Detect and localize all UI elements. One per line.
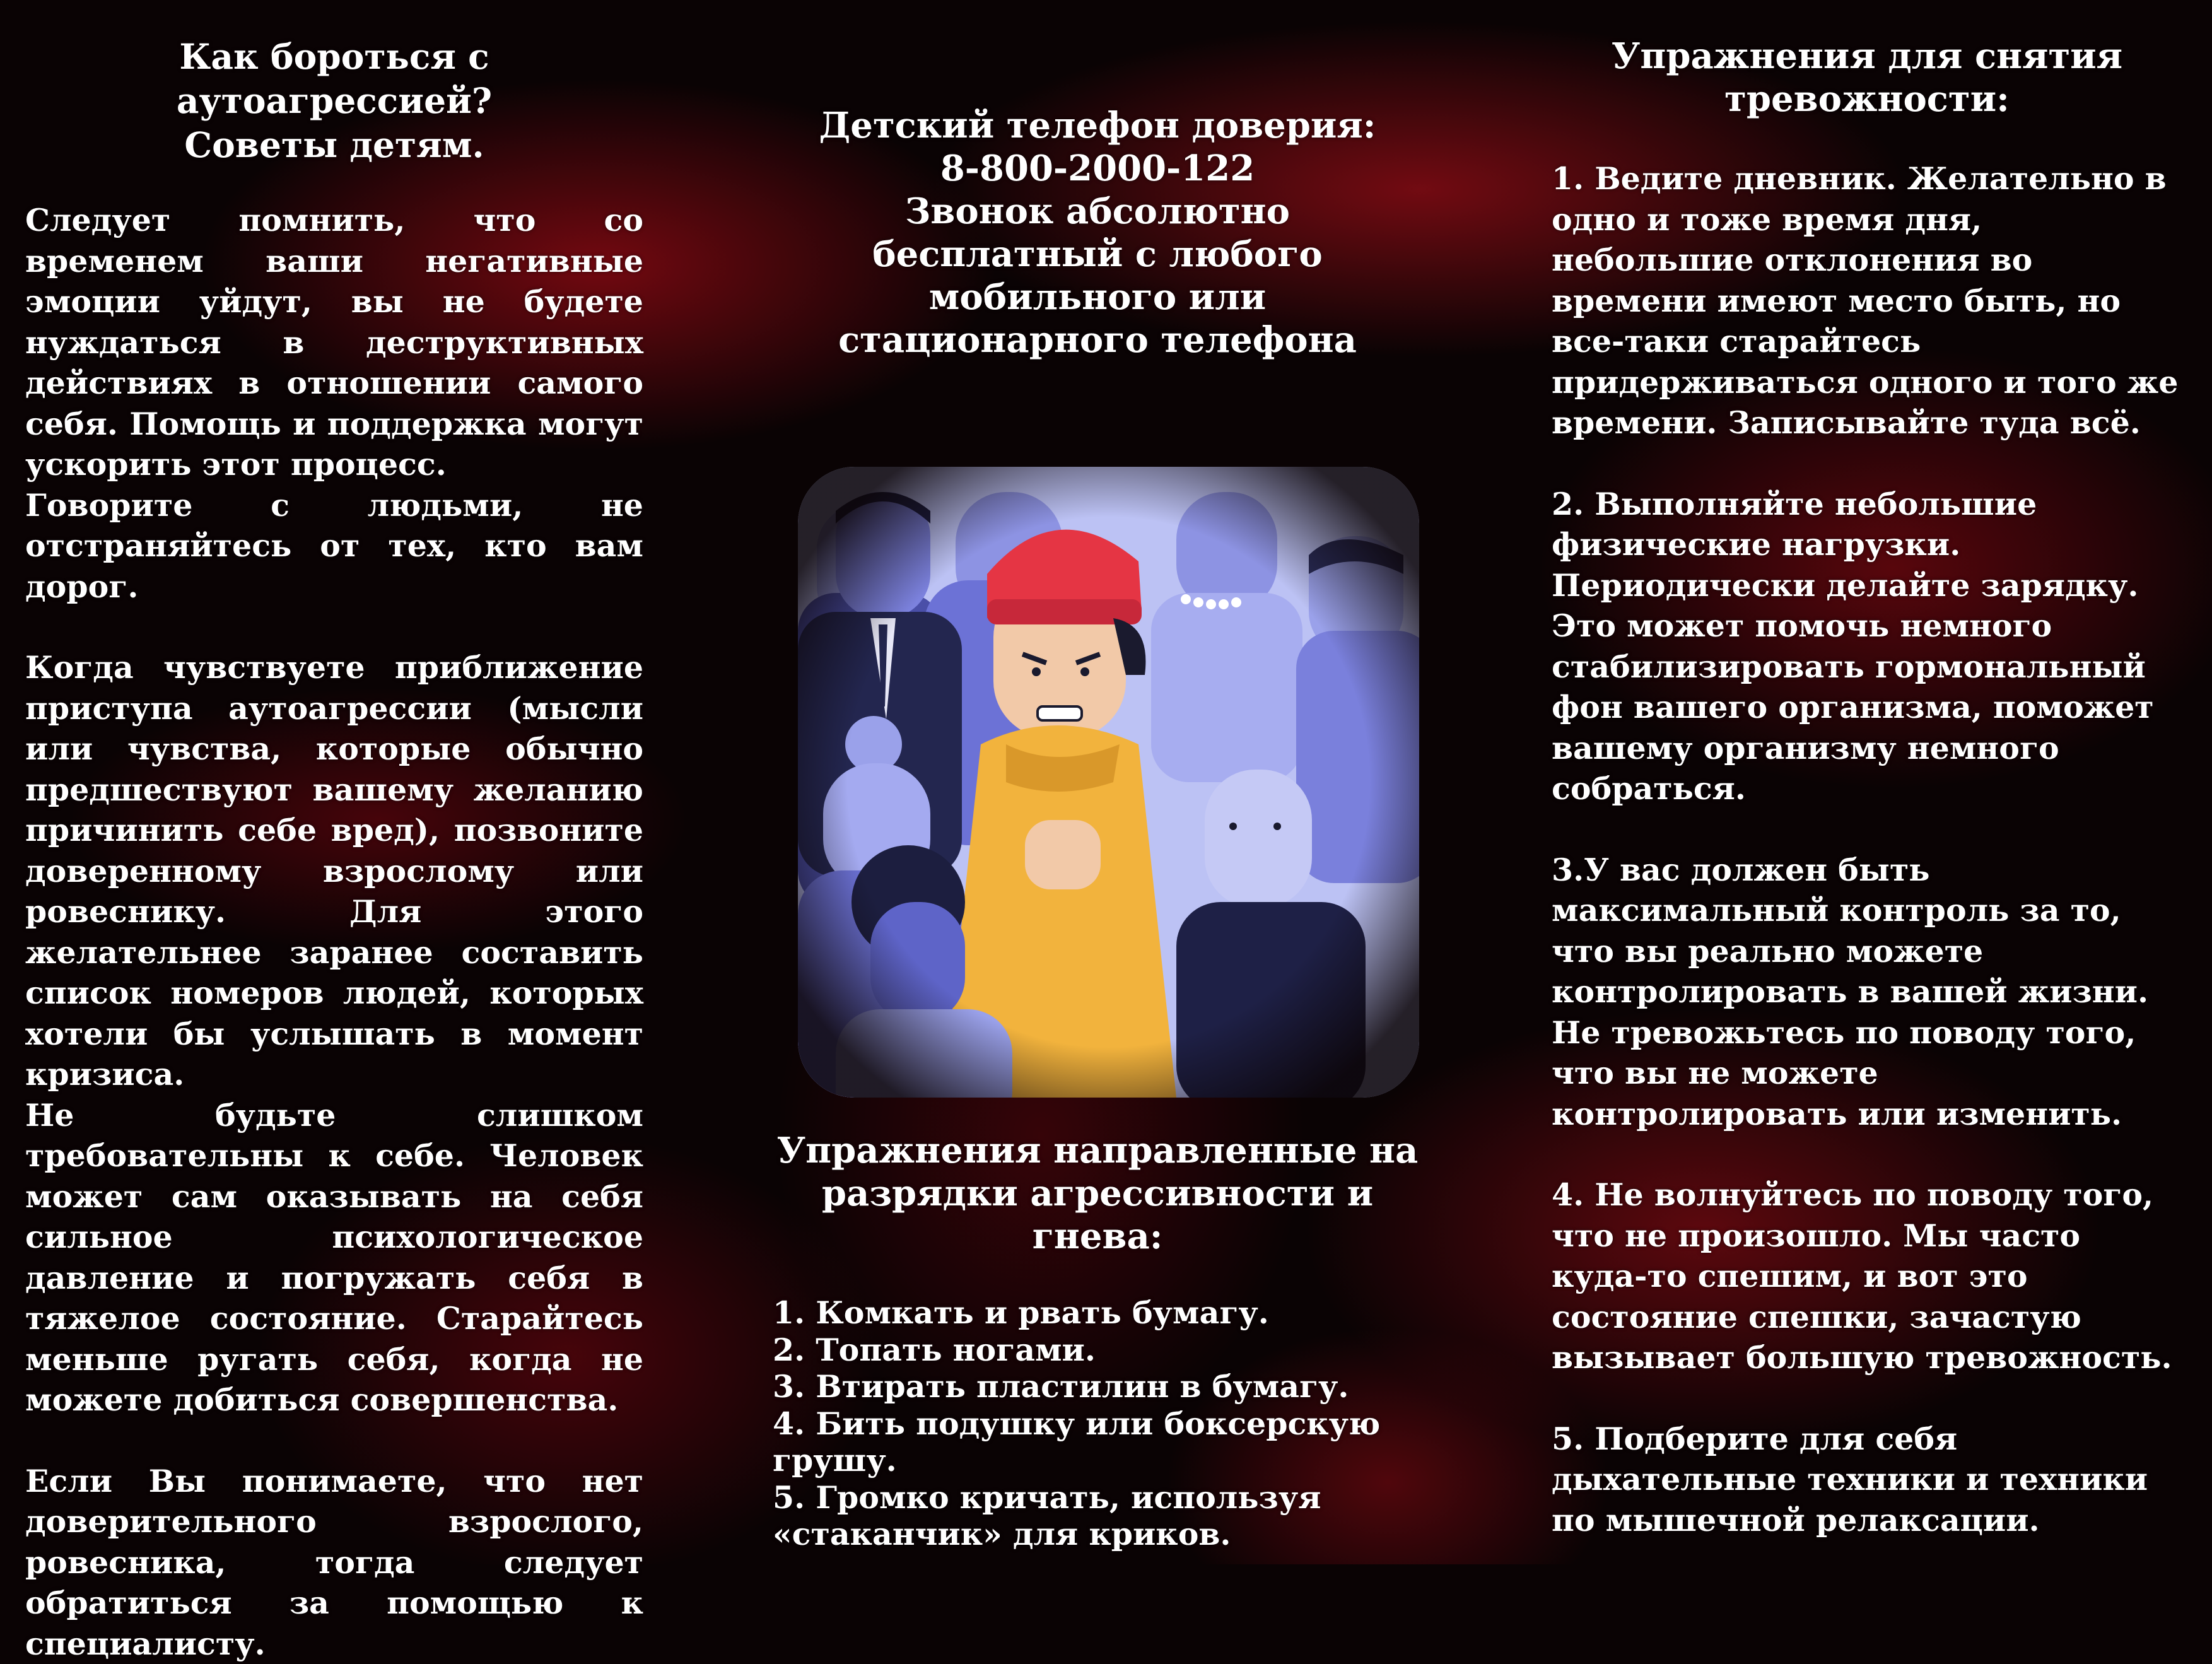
hotline-line6: стационарного телефона [838,319,1357,361]
left-paragraph-5: Если Вы понимаете, что нет доверительного взрослого, ровесника, тогда следует обратиться за помощью к специалисту. [25,1461,643,1664]
anger-exercises-list [773,1294,1422,1553]
hotline-line3: Звонок абсолютно [905,190,1290,232]
hotline-block [773,104,1422,361]
anger-exercises-block [773,1129,1422,1553]
left-paragraph-1: Следует помнить, что со временем ваши негативные эмоции уйдут, вы не будете нуждаться в деструктивных действиях в отношении самого себя. Помощь и поддержка могут ускорить этот процесс. [25,200,643,485]
anger-exercise-item: 4. Бить подушку или боксерскую грушу. [773,1405,1422,1479]
hotline-line5: мобильного или [929,276,1266,318]
anger-exercise-item: 1. Комкать и рвать бумагу. [773,1294,1422,1332]
left-paragraph-3: Когда чувствуете приближение приступа аутоагрессии (мысли или чувства, которые обычно предшествуют вашему желанию причинить себе вред), позвоните доверенному взрослому или ровеснику. Для этого желательнее заранее составить список номеров людей, которых хотели бы услышать в момент кризиса. [25,647,643,1095]
right-title [1552,35,2182,120]
right-title-line1: Упражнения для снятия [1612,35,2122,77]
anxiety-item-1: 1. Ведите дневник. Желательно в одно и тоже время дня, небольшие отклонения во времени имеют место быть, но все-таки старайтесь придерживаться одного и того же времени. Записывайте туда всё. [1552,158,2182,443]
anxiety-item-4: 4. Не волнуйтесь по поводу того, что не произошло. Мы часто куда-то спешим, и вот это состояние спешки, зачастую вызывает большую тревожность. [1552,1175,2182,1378]
left-paragraph-4: Не будьте слишком требовательны к себе. Человек может сам оказывать на себя сильное психологическое давление и погружать себя в тяжелое состояние. Старайтесь меньше ругать себя, когда не можете добиться совершенства. [25,1095,643,1421]
anxiety-item-3: 3.У вас должен быть максимальный контроль за то, что вы реально можете контролировать в вашей жизни. Не тревожьтесь по поводу того, что вы не можете контролировать или изменить. [1552,850,2182,1135]
right-title-line2: тревожности: [1724,78,2010,120]
hotline-number: 8-800-2000-122 [940,148,1255,189]
anger-exercises-title-line2: разрядки агрессивности и гнева: [822,1173,1373,1257]
left-title [25,35,643,167]
anxiety-item-2: 2. Выполняйте небольшие физические нагрузки. Периодически делайте зарядку. Это может помочь немного стабилизировать гормональный фон вашего организма, поможет вашему организму немного собраться. [1552,484,2182,809]
anger-exercise-item: 2. Топать ногами. [773,1332,1422,1369]
left-title-line2: Советы детям. [184,124,484,165]
anxiety-item-5: 5. Подберите для себя дыхательные техники и техники по мышечной релаксации. [1552,1419,2182,1541]
right-panel [1552,35,2182,1540]
left-title-line1: Как бороться с аутоагрессией? [177,36,492,121]
hotline-line4: бесплатный с любого [872,233,1323,275]
anger-exercise-item: 5. Громко кричать, используя «стаканчик» для криков. [773,1479,1422,1553]
anxiety-exercises-list [1552,158,2182,1540]
left-panel [25,35,643,1664]
anger-exercise-item: 3. Втирать пластилин в бумагу. [773,1368,1422,1405]
left-paragraph-2: Говорите с людьми, не отстраняйтесь от тех, кто вам дорог. [25,485,643,607]
crowd-angry-teen-illustration [798,467,1419,1098]
hotline-line1: Детский телефон доверия: [819,105,1376,146]
anger-exercises-title-line1: Упражнения направленные на [777,1130,1419,1171]
